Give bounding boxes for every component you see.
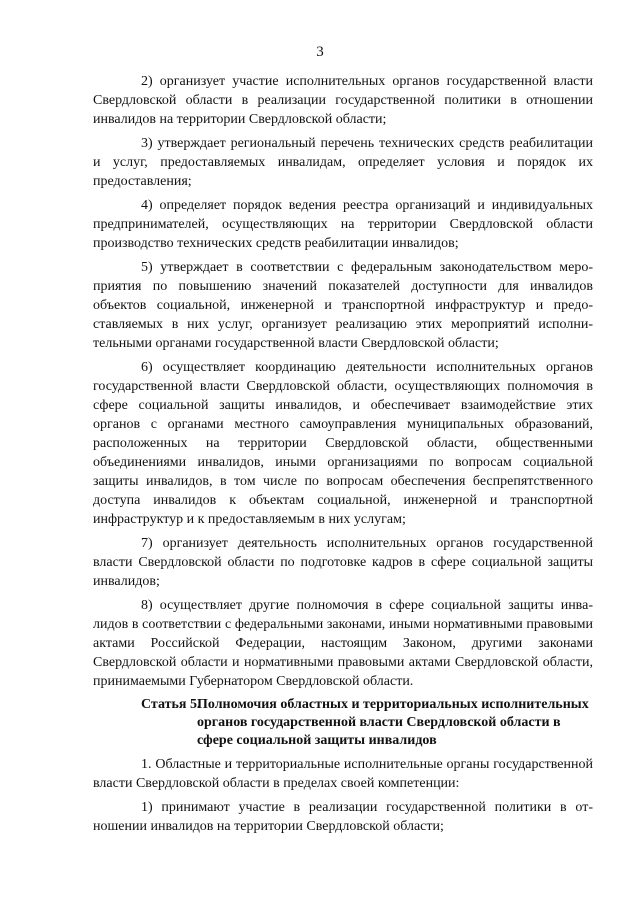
paragraph-item-5: 5) утверждает в соответствии с федеральным законодательством мероприятия по повышению значений показателей доступности для инвалидов объектов социальной, инженерной и транспортной инфраструктур и предоставляемых в них услуг, организует реализацию этих мероприятий исполнительными органами государственной власти Свердловской области; [93,260,593,351]
paragraph-item-3: 3) утверждает региональный перечень технических средств реабилитации и услуг, предоставляемых инвалидам, определяет условия и порядок их предоставления; [93,136,593,189]
page-number: 3 [316,44,324,60]
paragraph-item-4: 4) определяет порядок ведения реестра организаций и индивидуальных предпринимателей, осуществляющих на территории Свердловской области производство технических средств реабилитации инвалидов; [93,198,593,251]
paragraph-item-2: 2) организует участие исполнительных органов государственной власти Свердловской области в реализации государственной политики в отношении инвалидов на территории Свердловской области; [93,74,593,127]
paragraph-clause-1: 1. Областные и территориальные исполнительные органы государственной власти Свердловской области в пределах своей компетенции: [93,757,593,791]
paragraph-item-6: 6) осуществляет координацию деятельности исполнительных органов государственной власти Свердловской области, осуществляющих полномочия в сфере социальной защиты инвалидов, и обеспечивает взаимодействие этих органов с органами местного самоуправления муниципальных образований, расположенных на территории Свердловской области, общественными объединениями инвалидов, иными организациями по вопросам социальной защиты инвалидов, в том числе по вопросам обеспечения беспрепятственного доступа инвалидов к объектам социальной, инженерной и транспортной инфраструктур и к предоставляемым в них услугам; [93,360,593,527]
document-body [93,72,593,841]
paragraph-subitem-1: 1) принимают участие в реализации государственной политики в отношении инвалидов на территории Свердловской области; [93,800,593,834]
article-heading [93,696,593,750]
article-title: Полномочия областных и территориальных исполнительных органов государственной власти Свердловской области в сфере социальной защиты инвалидов [197,697,589,748]
paragraph-item-8: 8) осуществляет другие полномочия в сфере социальной защиты инвалидов в соответствии с федеральными законами, иными нормативными правовыми актами Российской Федерации, настоящим Законом, другими законами Свердловской области и нормативными правовыми актами Свердловской области, принимаемыми Губернатором Свердловской области. [93,598,593,689]
article-label: Статья 5. [141,697,201,712]
paragraph-item-7: 7) организует деятельность исполнительных органов государственной власти Свердловской области по подготовке кадров в сфере социальной защиты инвалидов; [93,536,593,589]
